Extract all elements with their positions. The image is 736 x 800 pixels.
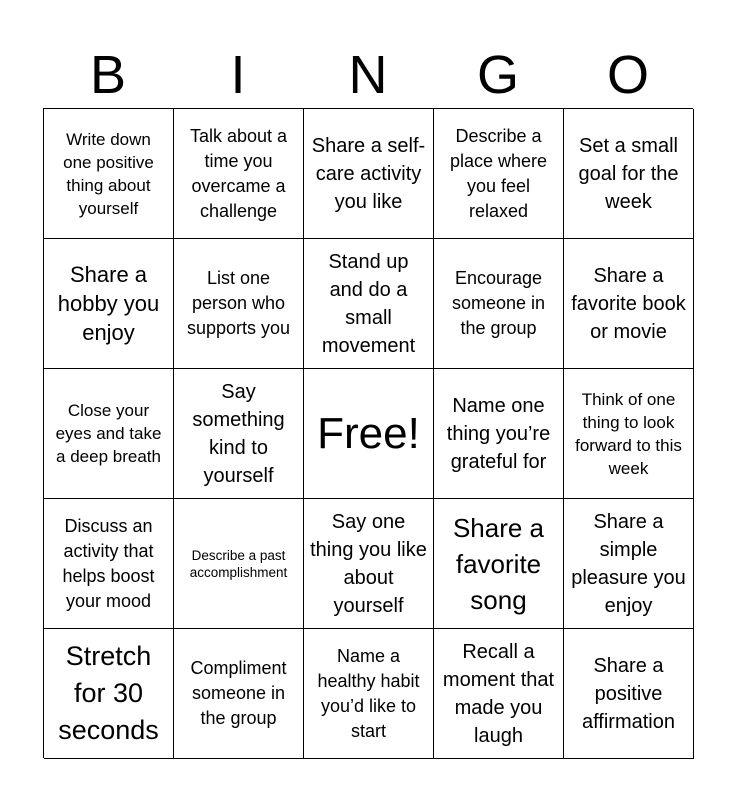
bingo-cell-text: Share a favorite song <box>452 512 545 615</box>
bingo-cell[interactable] <box>304 109 434 239</box>
bingo-cell-text: Compliment someone in the group <box>190 658 287 728</box>
bingo-cell-text: Talk about a time you overcame a challenge <box>189 125 288 221</box>
bingo-cell[interactable] <box>44 369 174 499</box>
bingo-cell[interactable] <box>304 629 434 759</box>
bingo-cell-text: List one person who supports you <box>186 268 291 338</box>
bingo-cell[interactable] <box>174 369 304 499</box>
bingo-grid <box>43 108 693 758</box>
bingo-cell-text: Set a small goal for the week <box>578 134 679 213</box>
bingo-cell[interactable] <box>434 499 564 629</box>
bingo-cell-text: Share a simple pleasure you enjoy <box>571 510 686 617</box>
bingo-cell-text: Stretch for 30 seconds <box>58 641 159 745</box>
bingo-cell-text: Discuss an activity that helps boost your mood <box>62 515 155 611</box>
header-letter-b: B <box>89 45 127 105</box>
bingo-cell[interactable] <box>174 239 304 369</box>
bingo-cell-text: Describe a place where you feel relaxed <box>449 125 548 221</box>
bingo-cell-text: Say something kind to yourself <box>192 380 285 487</box>
bingo-cell[interactable] <box>434 239 564 369</box>
bingo-cell-text: Share a positive affirmation <box>581 654 675 733</box>
bingo-cell[interactable] <box>304 499 434 629</box>
bingo-cell-text: Describe a past accomplishment <box>189 547 288 580</box>
bingo-cell[interactable] <box>44 629 174 759</box>
bingo-cell[interactable] <box>174 109 304 239</box>
bingo-cell[interactable] <box>44 499 174 629</box>
bingo-cell-text: Share a favorite book or movie <box>571 264 686 343</box>
bingo-cell-text: Say one thing you like about yourself <box>310 510 427 617</box>
bingo-cell[interactable] <box>434 629 564 759</box>
free-space-text: Free! <box>317 408 420 458</box>
bingo-cell-text: Stand up and do a small movement <box>321 250 416 357</box>
bingo-cell-text: Encourage someone in the group <box>451 268 546 338</box>
bingo-cell-text: Think of one thing to look forward to this week <box>575 389 682 478</box>
bingo-cell[interactable] <box>434 109 564 239</box>
header-letter-i: I <box>230 45 246 105</box>
bingo-cell[interactable] <box>304 239 434 369</box>
bingo-cell[interactable] <box>44 239 174 369</box>
header-letter-n: N <box>348 45 388 105</box>
bingo-cell[interactable] <box>174 629 304 759</box>
bingo-cell[interactable] <box>44 109 174 239</box>
header-letter-g: G <box>476 45 519 105</box>
bingo-cell[interactable] <box>564 239 694 369</box>
bingo-cell[interactable] <box>564 109 694 239</box>
bingo-cell-text: Name one thing you’re grateful for <box>446 394 551 473</box>
bingo-cell[interactable] <box>564 369 694 499</box>
bingo-cell-text: Recall a moment that made you laugh <box>442 640 555 747</box>
bingo-cell-text: Write down one positive thing about yourself <box>63 129 154 218</box>
bingo-cell-text: Name a healthy habit you’d like to start <box>317 645 420 741</box>
bingo-cell-text: Share a self-care activity you like <box>311 134 426 213</box>
bingo-cell[interactable] <box>434 369 564 499</box>
header-letter-o: O <box>606 45 649 105</box>
free-space-cell[interactable] <box>304 369 434 499</box>
bingo-cell-text: Close your eyes and take a deep breath <box>55 401 162 466</box>
bingo-cell-text: Share a hobby you enjoy <box>57 262 160 345</box>
bingo-cell[interactable] <box>174 499 304 629</box>
bingo-cell[interactable] <box>564 629 694 759</box>
bingo-cell[interactable] <box>564 499 694 629</box>
bingo-header <box>43 42 693 108</box>
